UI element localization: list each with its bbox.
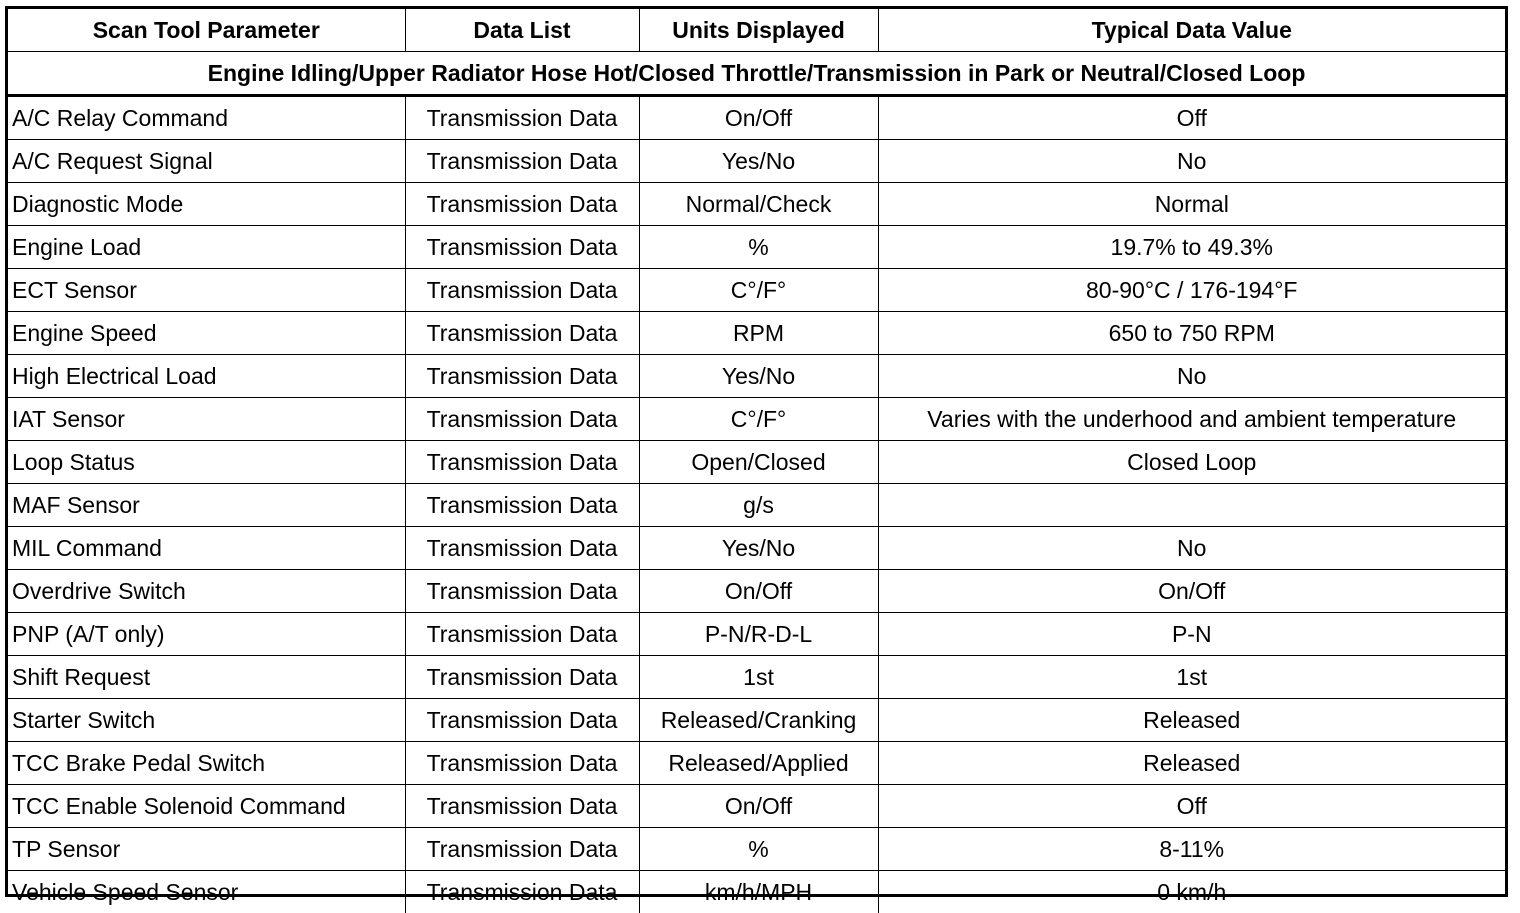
- section-title: Engine Idling/Upper Radiator Hose Hot/Closed Throttle/Transmission in Park or Neutral/Closed Loop: [8, 52, 1505, 96]
- section-row: [8, 52, 1505, 96]
- typical-value-cell: Released: [878, 742, 1505, 785]
- units-cell: RPM: [639, 312, 878, 355]
- data-list-cell: Transmission Data: [405, 570, 639, 613]
- typical-value-cell: Closed Loop: [878, 441, 1505, 484]
- header-data-list: Data List: [405, 9, 639, 52]
- table-row: [8, 785, 1505, 828]
- table-row: [8, 656, 1505, 699]
- typical-value-cell: P-N: [878, 613, 1505, 656]
- typical-value-cell: No: [878, 527, 1505, 570]
- typical-value-cell: 650 to 750 RPM: [878, 312, 1505, 355]
- typical-value-cell: 0 km/h: [878, 871, 1505, 913]
- data-list-cell: Transmission Data: [405, 527, 639, 570]
- table-row: [8, 269, 1505, 312]
- typical-value-cell: 1st: [878, 656, 1505, 699]
- parameter-cell: MAF Sensor: [8, 484, 405, 527]
- parameter-cell: Shift Request: [8, 656, 405, 699]
- data-list-cell: Transmission Data: [405, 871, 639, 913]
- parameter-cell: MIL Command: [8, 527, 405, 570]
- table-body: [8, 96, 1505, 913]
- table-row: [8, 96, 1505, 140]
- scan-tool-data-table-frame: [5, 6, 1508, 897]
- table-row: [8, 355, 1505, 398]
- parameter-cell: Starter Switch: [8, 699, 405, 742]
- typical-value-cell: Normal: [878, 183, 1505, 226]
- typical-value-cell: Off: [878, 96, 1505, 140]
- data-list-cell: Transmission Data: [405, 828, 639, 871]
- parameter-cell: Engine Load: [8, 226, 405, 269]
- parameter-cell: TP Sensor: [8, 828, 405, 871]
- parameter-cell: Overdrive Switch: [8, 570, 405, 613]
- table-row: [8, 828, 1505, 871]
- parameter-cell: ECT Sensor: [8, 269, 405, 312]
- units-cell: Released/Cranking: [639, 699, 878, 742]
- units-cell: On/Off: [639, 96, 878, 140]
- table-row: [8, 398, 1505, 441]
- table-row: [8, 699, 1505, 742]
- scan-tool-data-table: [8, 9, 1505, 913]
- table-row: [8, 871, 1505, 913]
- table-row: [8, 441, 1505, 484]
- typical-value-cell: [878, 484, 1505, 527]
- data-list-cell: Transmission Data: [405, 656, 639, 699]
- data-list-cell: Transmission Data: [405, 613, 639, 656]
- data-list-cell: Transmission Data: [405, 398, 639, 441]
- table-row: [8, 484, 1505, 527]
- table-row: [8, 742, 1505, 785]
- data-list-cell: Transmission Data: [405, 742, 639, 785]
- data-list-cell: Transmission Data: [405, 441, 639, 484]
- table-row: [8, 226, 1505, 269]
- parameter-cell: TCC Enable Solenoid Command: [8, 785, 405, 828]
- typical-value-cell: 8-11%: [878, 828, 1505, 871]
- header-typical-data-value: Typical Data Value: [878, 9, 1505, 52]
- typical-value-cell: No: [878, 140, 1505, 183]
- parameter-cell: TCC Brake Pedal Switch: [8, 742, 405, 785]
- data-list-cell: Transmission Data: [405, 699, 639, 742]
- table-row: [8, 183, 1505, 226]
- parameter-cell: Loop Status: [8, 441, 405, 484]
- typical-value-cell: No: [878, 355, 1505, 398]
- units-cell: 1st: [639, 656, 878, 699]
- header-units-displayed: Units Displayed: [639, 9, 878, 52]
- table-row: [8, 570, 1505, 613]
- data-list-cell: Transmission Data: [405, 355, 639, 398]
- units-cell: C°/F°: [639, 398, 878, 441]
- parameter-cell: IAT Sensor: [8, 398, 405, 441]
- header-row: [8, 9, 1505, 52]
- data-list-cell: Transmission Data: [405, 96, 639, 140]
- data-list-cell: Transmission Data: [405, 226, 639, 269]
- units-cell: Yes/No: [639, 140, 878, 183]
- units-cell: On/Off: [639, 785, 878, 828]
- table-row: [8, 613, 1505, 656]
- table-row: [8, 527, 1505, 570]
- data-list-cell: Transmission Data: [405, 269, 639, 312]
- units-cell: Yes/No: [639, 527, 878, 570]
- data-list-cell: Transmission Data: [405, 312, 639, 355]
- units-cell: Yes/No: [639, 355, 878, 398]
- units-cell: g/s: [639, 484, 878, 527]
- parameter-cell: A/C Request Signal: [8, 140, 405, 183]
- typical-value-cell: Off: [878, 785, 1505, 828]
- units-cell: C°/F°: [639, 269, 878, 312]
- units-cell: %: [639, 828, 878, 871]
- parameter-cell: Vehicle Speed Sensor: [8, 871, 405, 913]
- parameter-cell: High Electrical Load: [8, 355, 405, 398]
- parameter-cell: PNP (A/T only): [8, 613, 405, 656]
- parameter-cell: A/C Relay Command: [8, 96, 405, 140]
- units-cell: Open/Closed: [639, 441, 878, 484]
- data-list-cell: Transmission Data: [405, 183, 639, 226]
- header-scan-tool-parameter: Scan Tool Parameter: [8, 9, 405, 52]
- parameter-cell: Engine Speed: [8, 312, 405, 355]
- units-cell: Normal/Check: [639, 183, 878, 226]
- units-cell: On/Off: [639, 570, 878, 613]
- typical-value-cell: 80-90°C / 176-194°F: [878, 269, 1505, 312]
- typical-value-cell: On/Off: [878, 570, 1505, 613]
- parameter-cell: Diagnostic Mode: [8, 183, 405, 226]
- table-row: [8, 140, 1505, 183]
- table-row: [8, 312, 1505, 355]
- typical-value-cell: Released: [878, 699, 1505, 742]
- units-cell: km/h/MPH: [639, 871, 878, 913]
- units-cell: %: [639, 226, 878, 269]
- data-list-cell: Transmission Data: [405, 484, 639, 527]
- units-cell: Released/Applied: [639, 742, 878, 785]
- units-cell: P-N/R-D-L: [639, 613, 878, 656]
- typical-value-cell: 19.7% to 49.3%: [878, 226, 1505, 269]
- data-list-cell: Transmission Data: [405, 140, 639, 183]
- typical-value-cell: Varies with the underhood and ambient temperature: [878, 398, 1505, 441]
- data-list-cell: Transmission Data: [405, 785, 639, 828]
